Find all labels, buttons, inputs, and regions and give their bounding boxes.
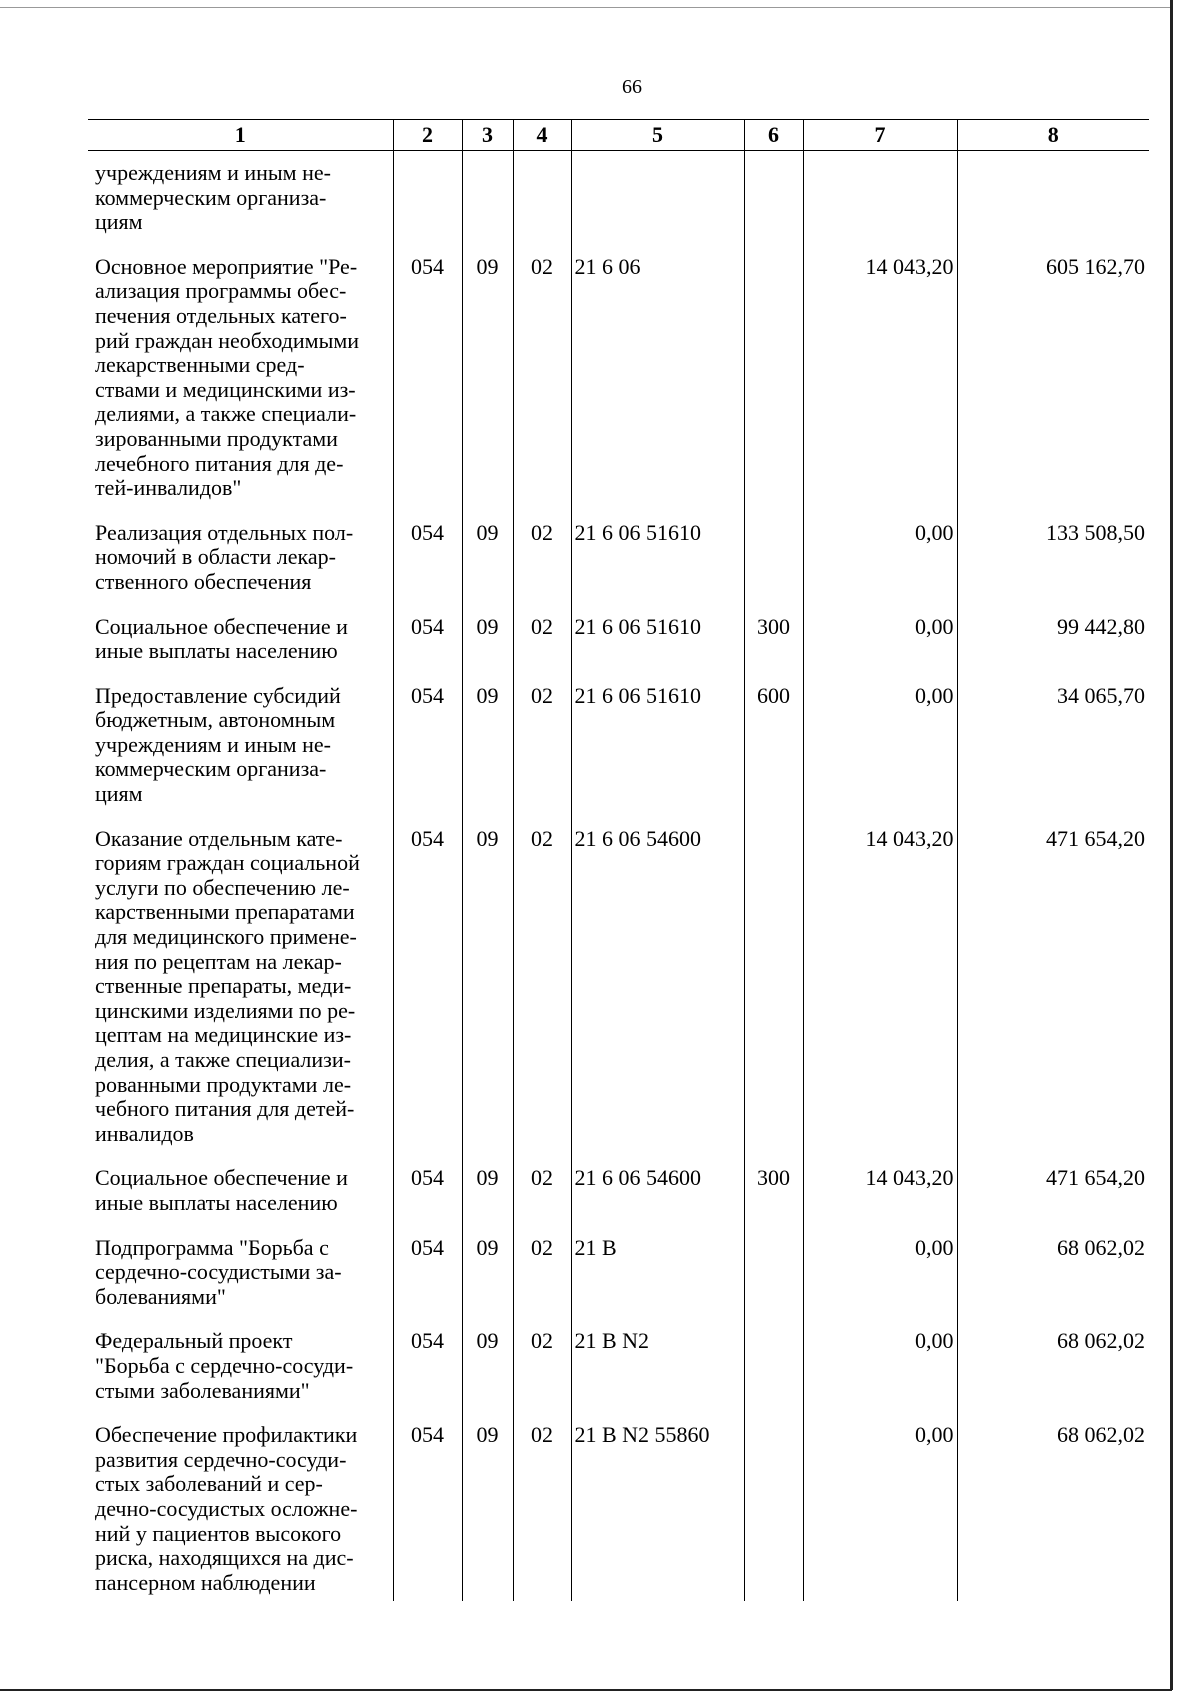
row-target-article: 21 6 06 51610: [571, 615, 744, 684]
row-name-cell: Обеспечение профилактики развития сердечно-сосуди- стых заболеваний и сер- дечно-сосудистых осложне- ний у пациентов высокого риска, находящихся на дис- пансерном наблюдении: [95, 1422, 358, 1595]
row-amount-col7: 0,00: [803, 684, 957, 827]
row-subsection-code: 02: [513, 521, 571, 615]
header-col-5: 5: [571, 120, 744, 151]
row-amount-col7: 0,00: [803, 1329, 957, 1423]
header-col-8: 8: [957, 120, 1149, 151]
table-row: [88, 1423, 1149, 1601]
row-expense-type: [744, 521, 803, 615]
row-amount-col7: [803, 151, 957, 255]
header-col-1: 1: [88, 120, 393, 151]
row-target-article: 21 6 06 54600: [571, 1166, 744, 1235]
row-ministry-code: 054: [393, 615, 462, 684]
row-expense-type: [744, 1423, 803, 1601]
budget-table: [88, 119, 1149, 1601]
row-section-code: 09: [462, 1329, 513, 1423]
row-section-code: 09: [462, 827, 513, 1167]
header-row: [88, 120, 1149, 151]
table-row: [88, 1236, 1149, 1330]
row-amount-col8: 68 062,02: [957, 1423, 1149, 1601]
row-name-cell: Предоставление субсидий бюджетным, автономным учреждениям и иным не- коммерческим организа- циям: [95, 682, 341, 807]
row-subsection-code: 02: [513, 1329, 571, 1423]
table-row: [88, 1166, 1149, 1235]
header-col-6: 6: [744, 120, 803, 151]
row-amount-col8: 133 508,50: [957, 521, 1149, 615]
row-ministry-code: 054: [393, 684, 462, 827]
table-row: [88, 827, 1149, 1167]
page-edge-right: [1170, 0, 1173, 1690]
row-expense-type: [744, 827, 803, 1167]
row-target-article: 21 B: [571, 1236, 744, 1330]
row-ministry-code: [393, 151, 462, 255]
row-ministry-code: 054: [393, 521, 462, 615]
row-subsection-code: 02: [513, 1423, 571, 1601]
row-expense-type: 600: [744, 684, 803, 827]
header-col-4: 4: [513, 120, 571, 151]
row-ministry-code: 054: [393, 1166, 462, 1235]
row-expense-type: [744, 151, 803, 255]
row-subsection-code: 02: [513, 684, 571, 827]
row-name-cell: Реализация отдельных пол- номочий в области лекар- ственного обеспечения: [95, 519, 354, 594]
row-section-code: 09: [462, 684, 513, 827]
row-name-cell: Подпрограмма "Борьба с сердечно-сосудистыми за- болеваниями": [95, 1234, 342, 1309]
row-subsection-code: 02: [513, 255, 571, 521]
table-body: [88, 151, 1149, 1602]
header-col-3: 3: [462, 120, 513, 151]
row-amount-col8: 471 654,20: [957, 827, 1149, 1167]
row-expense-type: [744, 255, 803, 521]
row-name-cell: Оказание отдельным кате- гориям граждан социальной услуги по обеспечению ле- карственными препаратами для медицинского примене- ния по рецептам на лекар- ственные препараты, меди- цинскими изделиями по ре- цептам на медицинские из- делия, а также специализи- рованными продуктами ле- чебного питания для детей- инвалидов: [95, 825, 360, 1146]
row-subsection-code: 02: [513, 1166, 571, 1235]
row-amount-col7: 0,00: [803, 1236, 957, 1330]
row-target-article: [571, 151, 744, 255]
row-amount-col8: 471 654,20: [957, 1166, 1149, 1235]
row-expense-type: [744, 1329, 803, 1423]
row-name-cell: Социальное обеспечение и иные выплаты населению: [95, 613, 348, 664]
row-section-code: [462, 151, 513, 255]
row-target-article: 21 B N2: [571, 1329, 744, 1423]
row-ministry-code: 054: [393, 1329, 462, 1423]
row-name-cell: Федеральный проект "Борьба с сердечно-сосуди- стыми заболеваниями": [95, 1328, 354, 1403]
row-amount-col7: 14 043,20: [803, 827, 957, 1167]
row-target-article: 21 B N2 55860: [571, 1423, 744, 1601]
row-target-article: 21 6 06: [571, 255, 744, 521]
page-edge-bottom: [0, 1689, 1172, 1691]
row-amount-col8: 68 062,02: [957, 1329, 1149, 1423]
row-section-code: 09: [462, 255, 513, 521]
row-amount-col7: 14 043,20: [803, 255, 957, 521]
row-expense-type: 300: [744, 615, 803, 684]
row-section-code: 09: [462, 1423, 513, 1601]
row-amount-col8: 99 442,80: [957, 615, 1149, 684]
row-subsection-code: 02: [513, 615, 571, 684]
row-ministry-code: 054: [393, 1236, 462, 1330]
row-amount-col7: 0,00: [803, 1423, 957, 1601]
row-section-code: 09: [462, 521, 513, 615]
row-section-code: 09: [462, 615, 513, 684]
row-subsection-code: 02: [513, 1236, 571, 1330]
header-col-2: 2: [393, 120, 462, 151]
row-subsection-code: [513, 151, 571, 255]
row-name-cell: Социальное обеспечение и иные выплаты населению: [95, 1165, 348, 1215]
row-section-code: 09: [462, 1236, 513, 1330]
row-target-article: 21 6 06 54600: [571, 827, 744, 1167]
row-name-cell: Основное мероприятие "Ре- ализация программы обес- печения отдельных катего- рий граждан необходимыми лекарственными сред- ствами и медицинскими из- делиями, а также специали- зированными продуктами лечебного питания для де- тей-инвалидов": [95, 253, 360, 501]
row-target-article: 21 6 06 51610: [571, 521, 744, 615]
table-header: [88, 120, 1149, 151]
table-row: [88, 151, 1149, 255]
row-amount-col7: 0,00: [803, 615, 957, 684]
page-number: 66: [622, 76, 642, 98]
row-ministry-code: 054: [393, 827, 462, 1167]
row-ministry-code: 054: [393, 255, 462, 521]
table-row: [88, 1329, 1149, 1423]
row-amount-col7: 14 043,20: [803, 1166, 957, 1235]
table-row: [88, 615, 1149, 684]
row-ministry-code: 054: [393, 1423, 462, 1601]
row-amount-col8: 68 062,02: [957, 1236, 1149, 1330]
table-row: [88, 684, 1149, 827]
row-amount-col8: 34 065,70: [957, 684, 1149, 827]
row-section-code: 09: [462, 1166, 513, 1235]
row-expense-type: 300: [744, 1166, 803, 1235]
row-name-cell: учреждениям и иным не- коммерческим организа- циям: [95, 160, 331, 235]
row-target-article: 21 6 06 51610: [571, 684, 744, 827]
header-col-7: 7: [803, 120, 957, 151]
row-amount-col8: 605 162,70: [957, 255, 1149, 521]
row-subsection-code: 02: [513, 827, 571, 1167]
row-expense-type: [744, 1236, 803, 1330]
table-row: [88, 255, 1149, 521]
table-row: [88, 521, 1149, 615]
row-amount-col7: 0,00: [803, 521, 957, 615]
page-edge-top: [0, 7, 1172, 8]
row-amount-col8: [957, 151, 1149, 255]
